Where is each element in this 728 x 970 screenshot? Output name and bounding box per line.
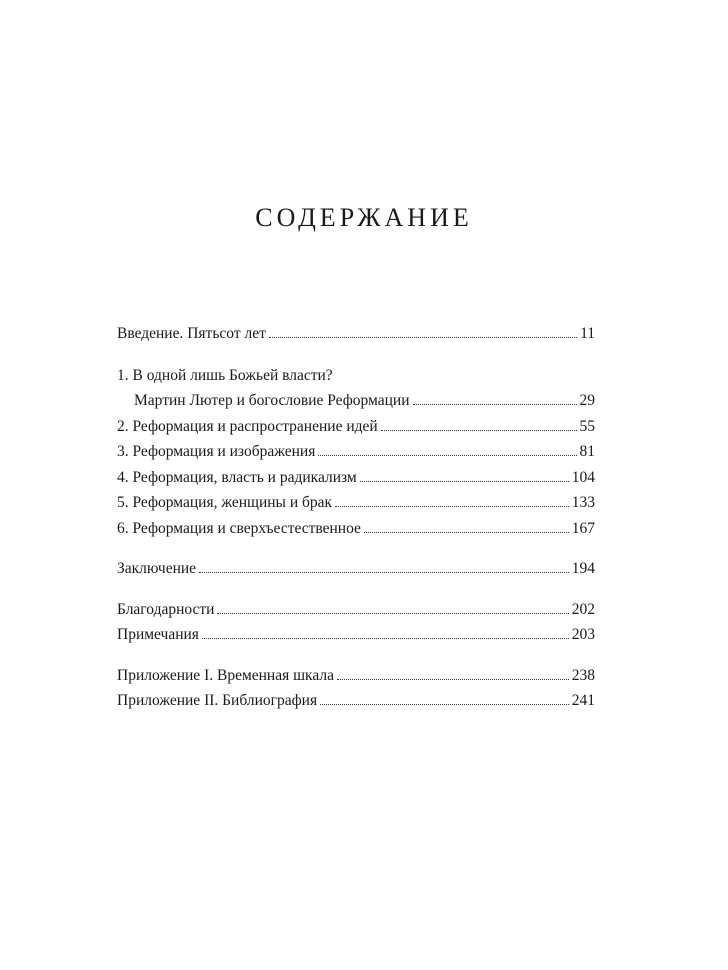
toc-page-number: 29 [579, 392, 595, 409]
toc-entry-conclusion[interactable] [117, 556, 595, 582]
toc-entry-acknowledgements[interactable] [117, 597, 595, 623]
toc-entry-chapter-4[interactable] [117, 465, 595, 491]
toc-entry-label: Приложение II. Библиография [117, 692, 318, 709]
dot-leader [269, 337, 577, 338]
toc-entry-chapter-1-subtitle[interactable] [117, 388, 595, 414]
toc-entry-label: 4. Реформация, власть и радикализм [117, 468, 357, 486]
toc-entry-label: 5. Реформация, женщины и брак [117, 494, 333, 511]
toc-page-number: 104 [571, 468, 595, 486]
toc-page-number: 133 [571, 494, 595, 511]
dot-leader [199, 572, 569, 573]
toc-entry-chapter-6[interactable] [117, 516, 595, 542]
toc-entry-appendix-1[interactable] [117, 663, 595, 689]
toc-entry-label: Мартин Лютер и богословие Реформации [134, 392, 410, 409]
dot-leader [202, 638, 569, 639]
toc-entry-label: 6. Реформация и сверхъестественное [117, 519, 361, 537]
toc-entry-chapter-5[interactable] [117, 490, 595, 516]
toc-page-number: 194 [571, 560, 595, 577]
dot-leader [381, 430, 577, 431]
toc-page-number: 55 [579, 417, 595, 435]
toc-entry-label: 1. В одной лишь Божьей власти? [117, 366, 333, 384]
toc-page-number: 81 [579, 443, 595, 460]
toc-entry-label: 2. Реформация и распространение идей [117, 417, 378, 435]
spacer [117, 648, 595, 663]
spacer [117, 347, 595, 363]
spacer [117, 582, 595, 597]
dot-leader [364, 532, 569, 533]
dot-leader [337, 679, 569, 680]
toc-entry-notes[interactable] [117, 622, 595, 648]
dot-leader [217, 613, 568, 614]
toc-entry-label: Примечания [117, 626, 199, 643]
spacer [117, 541, 595, 556]
dot-leader [318, 455, 576, 456]
toc-entry-chapter-3[interactable] [117, 439, 595, 465]
toc-page-number: 167 [571, 519, 595, 537]
toc-page-number: 11 [580, 325, 595, 342]
dot-leader [360, 481, 569, 482]
toc-page-number: 203 [571, 626, 595, 643]
dot-leader [413, 404, 577, 405]
dot-leader [320, 704, 569, 705]
toc-page-number: 202 [571, 600, 595, 618]
toc-entry-appendix-2[interactable] [117, 688, 595, 714]
toc-entry-label: Благодарности [117, 600, 215, 618]
toc-entry-intro[interactable] [117, 321, 595, 347]
toc-entry-label: Приложение I. Временная шкала [117, 666, 334, 684]
table-of-contents [117, 321, 595, 714]
toc-entry-label: 3. Реформация и изображения [117, 443, 316, 460]
dot-leader [335, 506, 569, 507]
toc-entry-label: Введение. Пятьсот лет [117, 325, 266, 342]
toc-entry-label: Заключение [117, 560, 197, 577]
toc-page-number: 241 [571, 692, 595, 709]
toc-entry-chapter-2[interactable] [117, 414, 595, 440]
toc-entry-chapter-1-title[interactable] [117, 363, 595, 389]
toc-page-number: 238 [571, 666, 595, 684]
page-title: СОДЕРЖАНИЕ [255, 203, 473, 232]
